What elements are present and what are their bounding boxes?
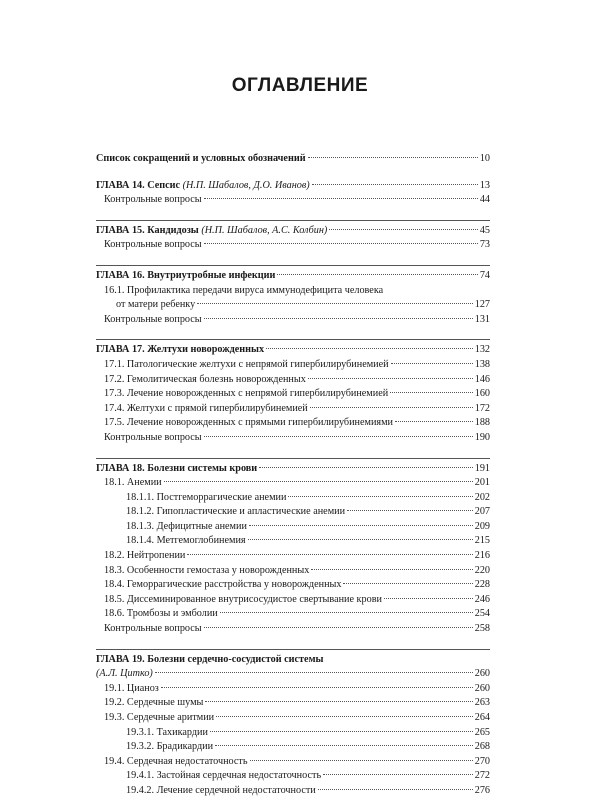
toc-entry-label [96,179,310,194]
dot-leader [161,687,473,688]
dot-leader [266,348,473,349]
toc-entry[interactable] [96,358,490,373]
toc-entry-text: 19.3. Сердечные аритмии [104,712,215,723]
toc-entry-text: от матери ребенку [116,299,196,311]
toc-entry-heading [96,653,490,668]
table-of-contents [96,152,490,799]
toc-entry-label [126,505,345,520]
page-number: 207 [474,506,490,518]
page-number: 264 [474,712,490,723]
toc-entry[interactable] [96,462,490,477]
toc-entry-label [104,358,389,373]
toc-entry-text: 18.1. Анемии [104,477,162,489]
page-number: 270 [474,755,490,767]
toc-entry-label [126,740,213,755]
page-number: 160 [474,388,490,400]
toc-entry-text: 18.3. Особенности гемостаза у новорожденных [104,564,310,576]
dot-leader [311,569,472,570]
toc-entry-first-line: 16.1. Профилактика передачи вируса иммунодефицита человека [104,284,384,296]
toc-entry[interactable] [96,431,490,446]
toc-entry-text: Контрольные вопросы [104,431,202,443]
toc-entry[interactable] [96,402,490,417]
toc-entry-text: 19.4.2. Лечение сердечной недостаточности [126,784,316,796]
dot-leader [204,318,473,319]
toc-entry[interactable] [96,224,490,239]
toc-entry[interactable] [96,387,490,402]
dot-leader [318,789,473,790]
toc-entry[interactable] [96,564,490,579]
toc-entry-text: 18.1.2. Гипопластические и апластические анемии [126,506,346,518]
dot-leader [329,229,478,230]
toc-entry[interactable] [96,238,490,253]
toc-entry[interactable] [96,740,490,755]
page-number: 10 [479,153,490,164]
toc-entry[interactable] [96,696,490,711]
dot-leader [204,627,473,628]
toc-entry-label [96,269,275,284]
toc-entry-label [96,343,264,358]
toc-entry-text: ГЛАВА 14. Сепсис [96,179,181,191]
toc-entry-label [104,431,202,446]
dot-leader [277,274,477,275]
dot-leader [259,467,473,468]
page-number: 215 [474,535,490,547]
toc-entry-label [104,622,202,637]
page-number: 190 [474,431,490,443]
toc-entry[interactable] [96,416,490,431]
page-number: 220 [474,564,490,576]
toc-entry-text: 17.4. Желтухи с прямой гипербилирубинемией [104,402,308,414]
dot-leader [308,157,478,158]
toc-entry-text: 18.5. Диссеминированное внутрисосудистое свертывание крови [104,593,382,605]
toc-entry-authors: (Н.П. Шабалов, А.С. Колбин) [201,224,328,236]
dot-leader [323,774,473,775]
toc-entry-text: 18.4. Геморрагические расстройства у новорожденных [104,579,342,591]
dot-leader [204,436,473,437]
page-number: 132 [474,344,490,356]
toc-entry[interactable] [96,269,490,284]
toc-entry[interactable] [96,373,490,388]
toc-entry-label [126,534,246,549]
toc-entry-label [104,238,202,253]
toc-entry-label [104,193,202,208]
toc-entry-text: 17.2. Гемолитическая болезнь новорожденных [104,373,306,385]
toc-entry[interactable] [96,682,490,697]
page-number: 216 [474,550,490,562]
toc-entry-text: 19.4.1. Застойная сердечная недостаточность [126,770,322,782]
section-gap [96,446,490,458]
toc-entry-label [96,462,257,477]
page-number: 209 [474,520,490,532]
dot-leader [155,672,473,673]
toc-entry-text: Контрольные вопросы [104,313,202,325]
page-number: 246 [474,593,490,605]
toc-entry-text: ГЛАВА 19. Болезни сердечно-сосудистой системы [96,653,324,665]
toc-entry-text: Контрольные вопросы [104,194,202,206]
page-number: 45 [479,224,490,236]
page-number: 201 [474,477,490,489]
dot-leader [220,612,473,613]
toc-entry-text: 19.1. Цианоз [104,682,159,694]
toc-entry-label [104,755,248,770]
toc-entry-label [104,696,203,711]
toc-entry[interactable] [96,343,490,358]
toc-entry-text: 17.1. Патологические желтухи с непрямой гипербилирубинемией [104,358,389,370]
toc-entry[interactable] [96,152,490,167]
toc-entry[interactable] [96,607,490,622]
page-number: 268 [474,741,490,753]
toc-entry-text: 18.1.4. Метгемоглобинемия [126,535,246,547]
page-number: 44 [479,194,490,206]
toc-entry[interactable] [96,784,490,799]
dot-leader [215,745,473,746]
toc-entry-label [126,520,247,535]
toc-entry[interactable] [96,769,490,784]
page-number: 74 [479,269,490,281]
toc-entry-label [126,726,208,741]
page-number: 131 [474,313,490,325]
dot-leader [395,421,473,422]
toc-entry-text: 17.3. Лечение новорожденных с непрямой гипербилирубинемией [104,388,389,400]
toc-entry-label [104,373,306,388]
toc-entry-text: ГЛАВА 16. Внутриутробные инфекции [96,269,276,281]
toc-entry-text: Контрольные вопросы [104,239,202,251]
toc-entry[interactable] [96,593,490,608]
toc-entry[interactable] [96,534,490,549]
section-gap [96,637,490,649]
page-number: 258 [474,623,490,635]
dot-leader [250,760,473,761]
page-number: 272 [474,770,490,782]
toc-entry[interactable] [96,193,490,208]
page-number: 127 [474,299,490,311]
dot-leader [205,701,472,702]
dot-leader [384,598,473,599]
dot-leader [249,525,473,526]
toc-entry-authors: (Н.П. Шабалов, Д.О. Иванов) [182,179,310,191]
section-gap [96,208,490,220]
dot-leader [187,554,472,555]
dot-leader [343,583,472,584]
dot-leader [390,392,473,393]
page-number: 191 [474,462,490,474]
toc-entry-label [104,549,185,564]
toc-entry-label [104,607,218,622]
toc-entry-label [96,152,306,167]
section-gap [96,167,490,179]
toc-entry-label [104,313,202,328]
dot-leader [288,496,472,497]
toc-entry[interactable] [96,520,490,535]
dot-leader [216,716,473,717]
toc-entry-label [104,682,159,697]
toc-entry-text: ГЛАВА 15. Кандидозы [96,224,199,236]
toc-entry-text: ГЛАВА 17. Желтухи новорожденных [96,344,265,356]
toc-entry[interactable] [96,726,490,741]
page-number: 228 [474,579,490,591]
page-number: 260 [474,682,490,694]
toc-entry[interactable] [96,298,490,313]
toc-entry-text: Список сокращений и условных обозначений [96,153,306,164]
dot-leader [204,198,478,199]
page-number: 276 [474,784,490,796]
toc-entry-label [104,387,388,402]
toc-entry-text: 18.1.3. Дефицитные анемии [126,520,247,532]
toc-entry-text: 18.1.1. Постгеморрагические анемии [126,491,287,503]
section-gap [96,253,490,265]
section-gap [96,327,490,339]
toc-entry-label [104,593,382,608]
dot-leader [164,481,473,482]
toc-entry-label [104,402,308,417]
toc-entry[interactable] [96,549,490,564]
dot-leader [391,363,473,364]
toc-entry-label [104,416,393,431]
toc-entry[interactable] [96,505,490,520]
page-number: 73 [479,239,490,251]
dot-leader [347,510,473,511]
toc-entry-text: Контрольные вопросы [104,623,202,635]
toc-entry[interactable] [96,476,490,491]
dot-leader [197,303,473,304]
page-number: 13 [479,179,490,191]
dot-leader [308,378,473,379]
toc-entry[interactable] [96,578,490,593]
toc-entry-text: 18.6. Тромбозы и эмболии [104,608,218,620]
toc-entry-text: 19.4. Сердечная недостаточность [104,755,248,767]
toc-entry-text: 19.2. Сердечные шумы [104,697,204,709]
toc-entry-label [104,578,341,593]
page-number: 265 [474,726,490,738]
toc-entry[interactable] [96,491,490,506]
toc-entry-label [126,491,286,506]
page-number: 138 [474,358,490,370]
dot-leader [248,539,473,540]
toc-entry[interactable] [96,179,490,194]
toc-entry-label [126,784,316,799]
toc-entry-text: 18.2. Нейтропении [104,550,186,562]
toc-entry[interactable] [96,622,490,637]
toc-entry-label [104,476,162,491]
toc-entry-label [104,564,309,579]
toc-entry[interactable] [96,711,490,726]
toc-entry[interactable] [96,313,490,328]
toc-entry-authors: (А.Л. Цитко) [96,668,153,680]
toc-entry-text: ГЛАВА 18. Болезни системы крови [96,462,258,474]
toc-entry-label [104,711,214,726]
page-title: ОГЛАВЛЕНИЕ [231,75,369,96]
page-number: 260 [474,668,490,680]
page-number: 263 [474,697,490,709]
dot-leader [310,407,473,408]
toc-entry[interactable] [96,755,490,770]
toc-entry-label [126,769,321,784]
page-number: 254 [474,608,490,620]
page-number: 188 [474,417,490,429]
page-number: 146 [474,373,490,385]
dot-leader [204,243,478,244]
toc-entry[interactable] [96,667,490,682]
toc-entry-text: 19.3.2. Брадикардии [126,741,214,753]
page-number: 172 [474,402,490,414]
dot-leader [312,184,478,185]
toc-entry-label [96,224,327,239]
dot-leader [210,731,473,732]
page-number: 202 [474,491,490,503]
toc-entry-text: 17.5. Лечение новорожденных с прямыми гипербилирубинемиями [104,417,394,429]
toc-entry-text: 19.3.1. Тахикардии [126,726,208,738]
